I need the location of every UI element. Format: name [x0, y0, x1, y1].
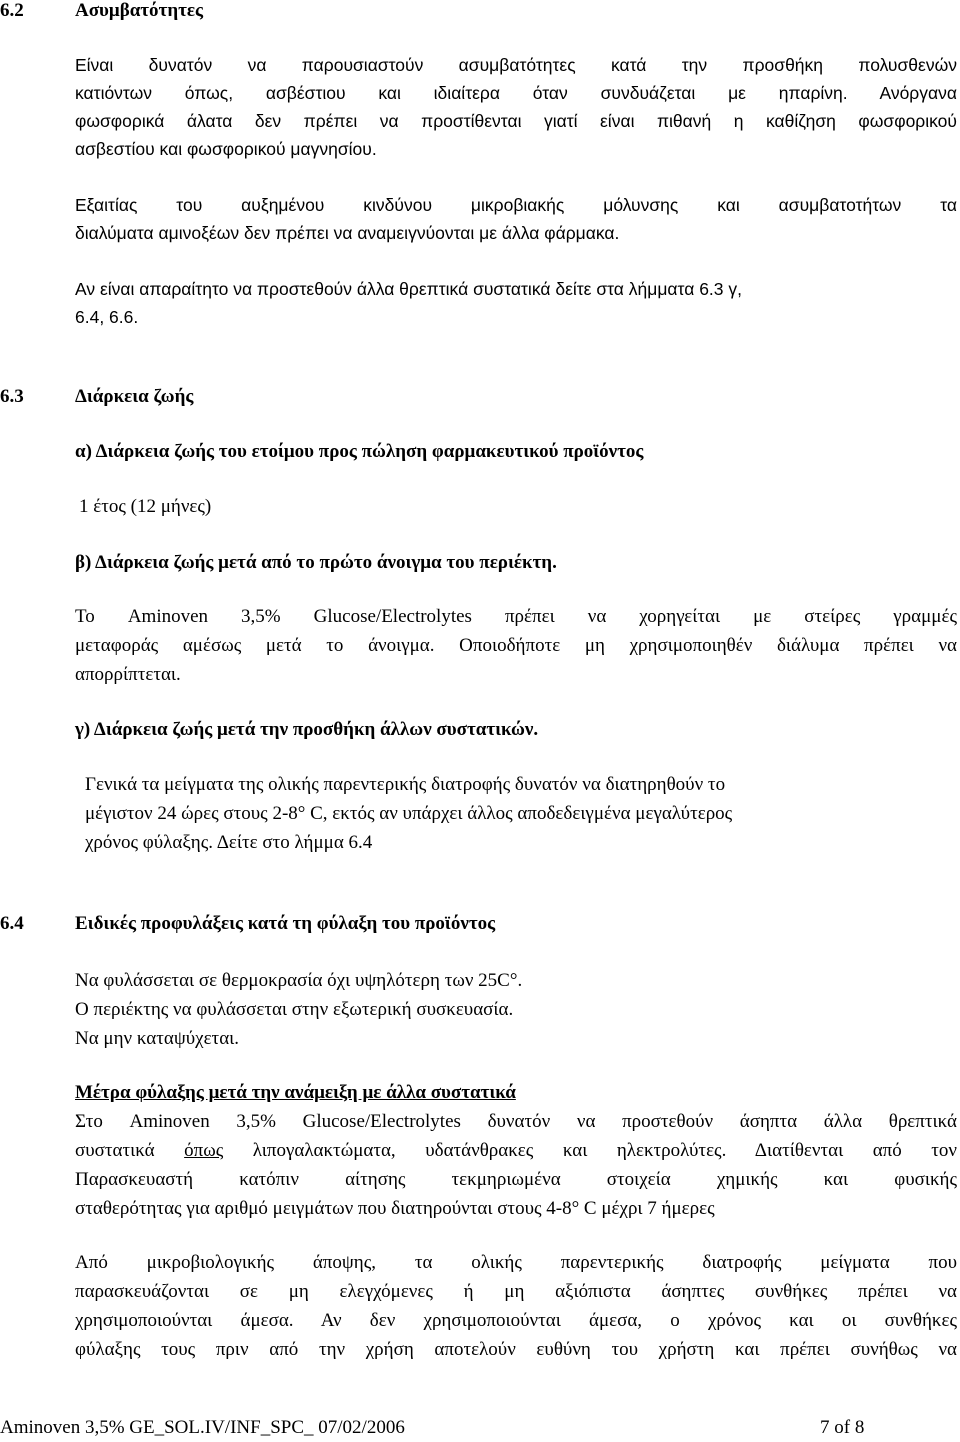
para-line: Είναι δυνατόν να παρουσιαστούν ασυμβατότητες κατά την προσθήκη πολυσθενών [75, 55, 957, 75]
para-line: απορρίπτεται. [75, 664, 181, 685]
para-line: χρόνος φύλαξης. Δείτε στο λήμμα 6.4 [85, 832, 373, 853]
para-line: σταθερότητας για αριθμό μειγμάτων που διατηρούνται στους 4-8° C μέχρι 7 ήμερες [75, 1198, 715, 1219]
para-line: κατιόντων όπως, ασβέστιου και ιδιαίτερα όταν συνδυάζεται με ηπαρίνη. Ανόργανα [75, 83, 957, 103]
subsection-title-a: α) Διάρκεια ζωής του ετοίμου προς πώληση φαρμακευτικού προϊόντος [75, 441, 644, 462]
para-line: διαλύματα αμινοξέων δεν πρέπει να αναμειγνύονται με άλλα φάρμακα. [75, 223, 620, 243]
para-line: χρησιμοποιούνται άμεσα. Αν δεν χρησιμοποιούνται άμεσα, ο χρόνος και οι συνθήκες [75, 1310, 957, 1331]
para-line-composite [75, 1140, 957, 1162]
para-line: ασβεστίου και φωσφορικού μαγνησίου. [75, 139, 377, 159]
subsection-title-b: β) Διάρκεια ζωής μετά από το πρώτο άνοιγμα του περιέκτη. [75, 552, 557, 573]
para-line: Αν είναι απαραίτητο να προστεθούν άλλα θρεπτικά συστατικά δείτε στα λήμματα 6.3 γ, [75, 279, 742, 299]
section-number-6-3: 6.3 [0, 386, 24, 407]
para-line: Στο Aminoven 3,5% Glucose/Electrolytes δυνατόν να προστεθούν άσηπτα άλλα θρεπτικά [75, 1111, 957, 1132]
footer-page-number: 7 of 8 [820, 1417, 865, 1438]
para-line: 6.4, 6.6. [75, 307, 139, 327]
para-line: φωσφορικά άλατα δεν πρέπει να προστίθενται γιατί είναι πιθανή η καθίζηση φωσφορικού [75, 111, 957, 131]
para-line: Το Aminoven 3,5% Glucose/Electrolytes πρέπει να χορηγείται με στείρες γραμμές [75, 606, 957, 627]
para-line: παρασκευάζονται σε μη ελεγχόμενες ή μη αξιόπιστα άσηπτες συνθήκες πρέπει να [75, 1281, 957, 1302]
storage-after-mixing-title: Μέτρα φύλαξης μετά την ανάμειξη με άλλα συστατικά [75, 1082, 516, 1103]
section-number-6-4: 6.4 [0, 913, 24, 934]
para-line: Παρασκευαστή κατόπιν αίτησης τεκμηριωμένα στοιχεία χημικής και φυσικής [75, 1169, 957, 1190]
section-title-6-2: Ασυμβατότητες [75, 0, 203, 21]
storage-line: Να φυλάσσεται σε θερμοκρασία όχι υψηλότερη των 25C°. [75, 970, 523, 991]
underlined-word: όπως [184, 1140, 224, 1161]
para-line: φύλαξης τους πριν από την χρήση αποτελούν ευθύνη του χρήστη και πρέπει συνήθως να [75, 1339, 957, 1360]
para-line: Από μικροβιολογικής άποψης, τα ολικής παρεντερικής διατροφής μείγματα που [75, 1252, 957, 1273]
text-run: λιπογαλακτώματα, υδατάνθρακες και ηλεκτρολύτες. Διατίθενται από τον [252, 1140, 958, 1161]
text-run: συστατικά [75, 1140, 155, 1161]
para-line: Γενικά τα μείγματα της ολικής παρεντερικής διατροφής δυνατόν να διατηρηθούν το [85, 774, 726, 795]
para-line: μεταφοράς αμέσως μετά το άνοιγμα. Οποιοδήποτε μη χρησιμοποιηθέν διάλυμα πρέπει να [75, 635, 957, 656]
subsection-title-c: γ) Διάρκεια ζωής μετά την προσθήκη άλλων συστατικών. [75, 719, 539, 740]
storage-line: Ο περιέκτης να φυλάσσεται στην εξωτερική συσκευασία. [75, 999, 514, 1020]
footer-document-id: Aminoven 3,5% GE_SOL.IV/INF_SPC_ 07/02/2006 [0, 1417, 405, 1438]
storage-line: Να μην καταψύχεται. [75, 1028, 240, 1049]
shelf-life-value: 1 έτος (12 μήνες) [79, 496, 212, 517]
para-line: Εξαιτίας του αυξημένου κινδύνου μικροβιακής μόλυνσης και ασυμβατοτήτων τα [75, 195, 957, 215]
para-line: μέγιστον 24 ώρες στους 2-8° C, εκτός αν υπάρχει άλλος αποδεδειγμένα μεγαλύτερος [85, 803, 733, 824]
section-number-6-2: 6.2 [0, 0, 24, 21]
section-title-6-3: Διάρκεια ζωής [75, 386, 194, 407]
section-title-6-4: Ειδικές προφυλάξεις κατά τη φύλαξη του προϊόντος [75, 913, 496, 934]
